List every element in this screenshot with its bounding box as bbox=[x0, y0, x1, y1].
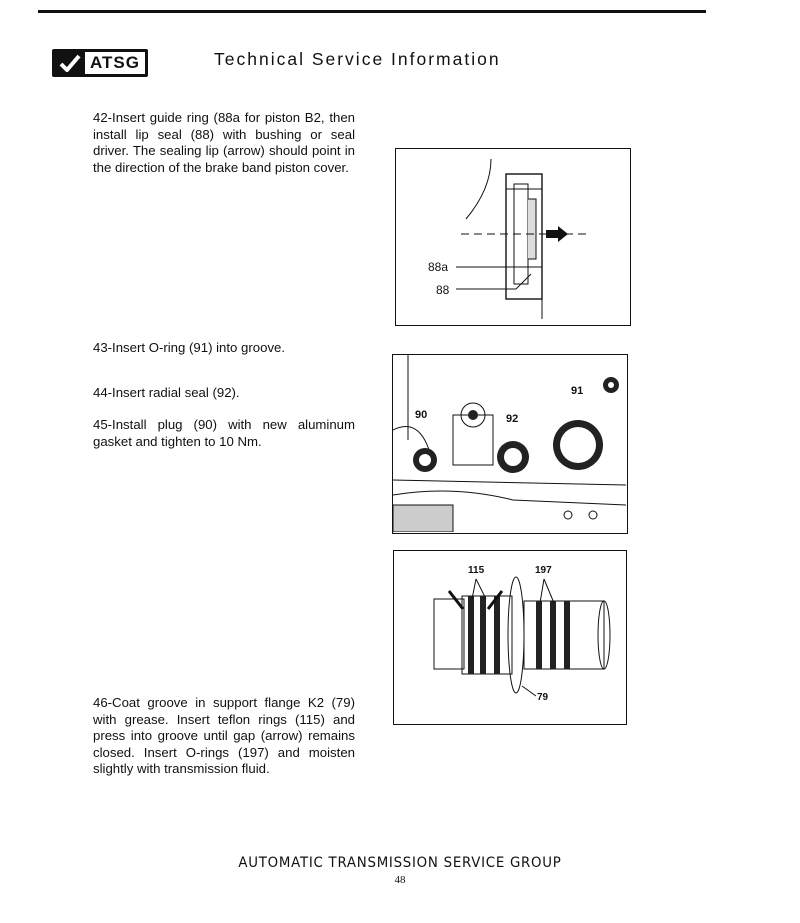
step-43-text: 43-Insert O-ring (91) into groove. bbox=[93, 340, 286, 355]
figure-housing-seals bbox=[392, 354, 628, 534]
callout-88a: 88a bbox=[428, 260, 449, 274]
callout-91: 91 bbox=[571, 385, 584, 397]
callout-79: 79 bbox=[537, 692, 549, 703]
page-header-title: Technical Service Information bbox=[214, 49, 501, 69]
step-46-text: 46-Coat groove in support flange K2 (79) with grease. Insert teflon rings (115) and press into groove until gap (arrow) remains closed. Insert O-rings (197) and moisten slightly with transmission fluid. bbox=[93, 695, 355, 777]
callout-115: 115 bbox=[468, 565, 485, 576]
callout-197: 197 bbox=[535, 565, 552, 576]
callout-88: 88 bbox=[436, 283, 450, 297]
checkmark-icon bbox=[55, 52, 85, 74]
step-42-text: 42-Insert guide ring (88a for piston B2, then install lip seal (88) with bushing or seal driver. The sealing lip (arrow) should point in the direction of the brake band piston cover. bbox=[93, 110, 355, 175]
footer-group-name: AUTOMATIC TRANSMISSION SERVICE GROUP bbox=[238, 855, 562, 871]
figure-support-flange bbox=[393, 550, 627, 725]
atsg-logo bbox=[52, 49, 148, 77]
callout-92: 92 bbox=[506, 413, 519, 425]
top-rule bbox=[38, 10, 706, 13]
step-44-text: 44-Insert radial seal (92). bbox=[93, 385, 240, 400]
callout-90: 90 bbox=[415, 409, 428, 421]
figure-lip-seal bbox=[395, 148, 631, 326]
logo-text: ATSG bbox=[90, 53, 140, 72]
page-number: 48 bbox=[394, 874, 406, 886]
step-45-text: 45-Install plug (90) with new aluminum gasket and tighten to 10 Nm. bbox=[93, 417, 355, 449]
